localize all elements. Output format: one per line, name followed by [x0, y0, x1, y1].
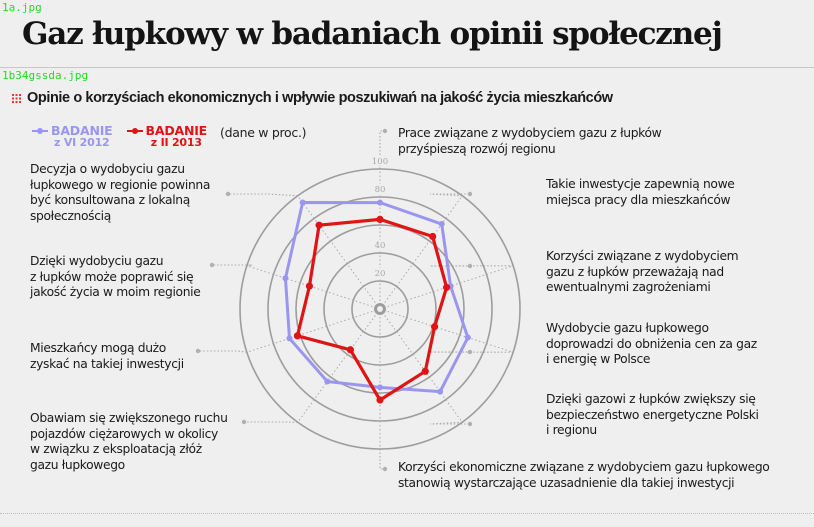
file-label-second: 1b34gssda.jpg — [2, 69, 89, 82]
subtitle-text: Opinie o korzyściach ekonomicznych i wpływie poszukiwań na jakość życia mieszkańców — [27, 90, 613, 106]
data-point-icon — [282, 275, 288, 281]
axis-spoke — [380, 309, 513, 352]
connector-dot-icon — [468, 422, 472, 426]
data-point-icon — [300, 200, 306, 206]
connector-line — [430, 422, 470, 424]
statement-7: Mieszkańcy mogą dużo zyskać na takiej inwestycji — [30, 341, 184, 371]
connector-line — [228, 194, 298, 196]
legend-date: z VI 2012 — [54, 136, 110, 149]
data-point-icon — [431, 323, 438, 330]
axis-spoke — [298, 309, 380, 422]
center-dot-icon — [376, 305, 385, 314]
data-point-icon — [376, 396, 383, 403]
tick-label: 40 — [374, 241, 386, 251]
statement-3: Wydobycie gazu łupkowego doprowadzi do obniżenia cen za gaz i energię w Polsce — [546, 321, 757, 366]
page-title: Gaz łupkowy w badaniach opinii społecznej — [22, 16, 722, 52]
connector-dot-icon — [196, 349, 200, 353]
data-point-icon — [324, 378, 330, 384]
data-point-icon — [439, 221, 445, 227]
data-point-icon — [437, 389, 443, 395]
connector-line — [198, 351, 247, 352]
statement-6: Obawiam się zwiększonego ruchu pojazdów ciężarowych w okolicy w związku z eksploatacją złóż gazu łupkowego — [30, 411, 228, 472]
data-point-icon — [376, 216, 383, 223]
data-point-icon — [377, 384, 383, 390]
axis-spoke — [380, 196, 462, 309]
tick-label: 100 — [371, 157, 389, 167]
connector-dot-icon — [468, 350, 472, 354]
connector-dot-icon — [468, 192, 472, 196]
statement-4: Dzięki gazowi z łupków zwiększy się bezpieczeństwo energetyczne Polski i regionu — [546, 392, 759, 437]
tick-label: 80 — [374, 185, 386, 195]
units-note: (dane w proc.) — [220, 125, 307, 140]
data-point-icon — [422, 368, 429, 375]
connector-dot-icon — [242, 420, 246, 424]
file-label-top: 1a.jpg — [2, 1, 42, 14]
axis-spoke — [247, 266, 380, 309]
axis-spoke — [298, 196, 380, 309]
series-line — [285, 203, 467, 392]
connector-dot-icon — [383, 467, 387, 471]
connector-dot-icon — [210, 263, 214, 267]
data-point-icon — [377, 200, 383, 206]
statement-8: Dzięki wydobyciu gazu z łupków może poprawić się jakość życia w moim regionie — [30, 254, 201, 299]
data-point-icon — [316, 222, 323, 229]
data-point-icon — [294, 332, 301, 339]
data-point-icon — [306, 282, 313, 289]
statement-2: Korzyści związane z wydobyciem gazu z łupków przeważają nad ewentualnymi zagrożeniami — [546, 249, 739, 294]
legend-label: BADANIE — [51, 123, 113, 138]
legend-date: z II 2013 — [150, 136, 202, 149]
data-point-icon — [443, 284, 450, 291]
statement-5: Korzyści ekonomiczne związane z wydobyciem gazu łupkowego stanowią wystarczające uzasadnienie dla takiej inwestycji — [398, 460, 770, 490]
statement-1: Takie inwestycje zapewnią nowe miejsca pracy dla mieszkańców — [546, 177, 735, 207]
statement-9: Decyzja o wydobyciu gazu łupkowego w regionie powinna być konsultowana z lokalną społecznością — [30, 162, 211, 223]
connector-line — [380, 449, 385, 469]
tick-label: 20 — [374, 269, 386, 279]
connector-dot-icon — [468, 264, 472, 268]
data-series — [282, 200, 470, 404]
legend-label: BADANIE — [145, 123, 208, 138]
center-marker — [376, 305, 385, 314]
data-point-icon — [465, 335, 471, 341]
axis-spoke — [380, 309, 462, 422]
data-point-icon — [429, 233, 436, 240]
connector-dot-icon — [383, 129, 387, 133]
statement-0: Prace związane z wydobyciem gazu z łupków przyśpieszą rozwój regionu — [398, 126, 662, 156]
axis-spoke — [247, 309, 380, 352]
connector-dot-icon — [226, 192, 230, 196]
bottom-divider — [0, 513, 814, 514]
data-point-icon — [347, 346, 354, 353]
connector-line — [212, 265, 252, 266]
connector-line — [430, 194, 470, 196]
data-point-icon — [286, 335, 292, 341]
